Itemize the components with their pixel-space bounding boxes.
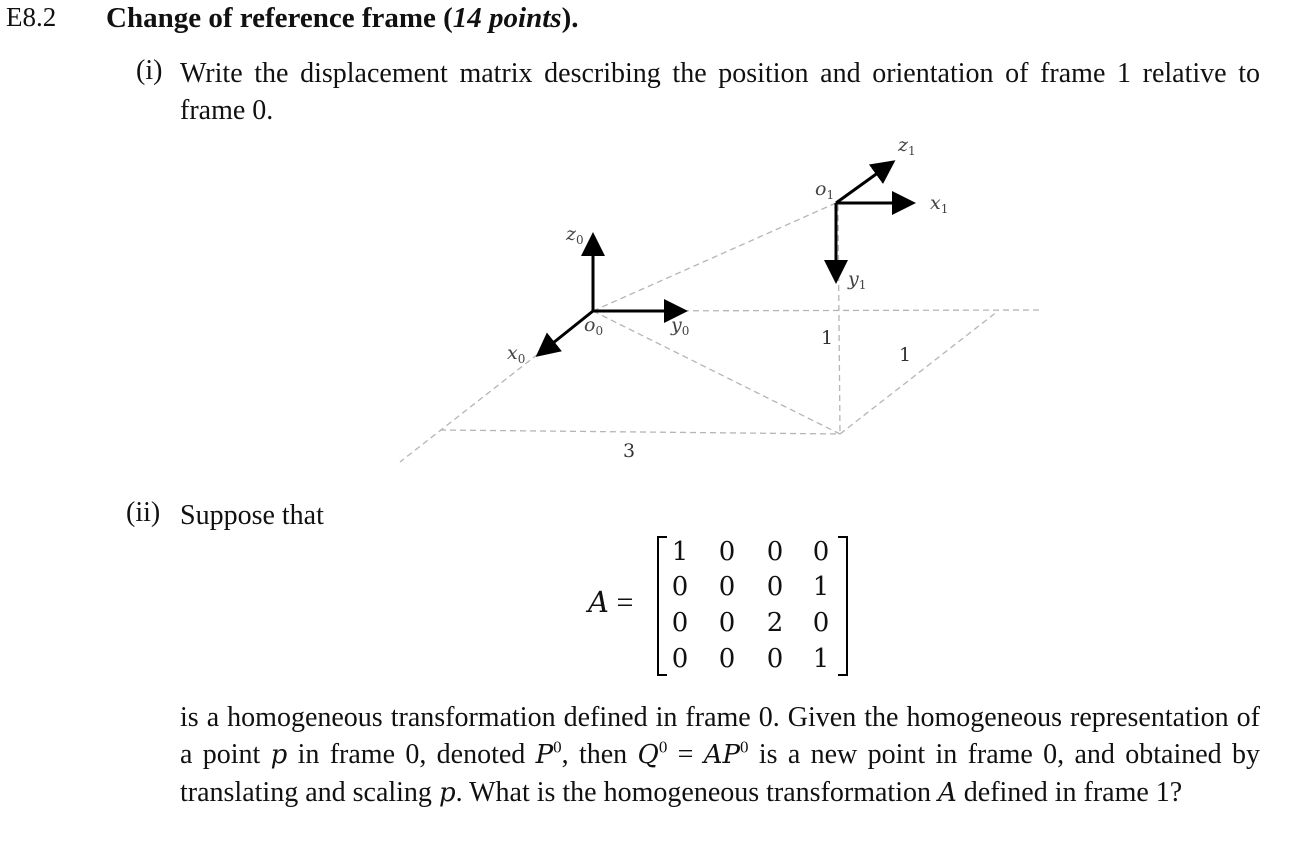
title-points: 14 points xyxy=(452,2,562,34)
part-ii-question: is a homogeneous transformation defined in frame 0. Given the homogeneous representation of a point p in frame 0, denoted $P^0$, then $Q^0 = AP^0$ is a new point in frame 0, and obtained by translating and scaling p. What is the homogeneous transformation A defined in frame 1? xyxy=(180,702,1260,808)
o0-label: $o_0$ xyxy=(584,314,604,338)
matrix-cell: 0 xyxy=(718,572,736,602)
exercise-number: E8.2 xyxy=(6,2,57,32)
z1-label: $z_1$ xyxy=(898,134,916,158)
x1-label: $x_1$ xyxy=(930,192,949,216)
matrix-cell: 0 xyxy=(812,608,830,638)
y0-label: $y_0$ xyxy=(671,314,690,338)
part-ii-intro: Suppose that xyxy=(180,500,324,531)
matrix-cell: 0 xyxy=(718,537,736,567)
matrix-name: A xyxy=(588,585,609,619)
z1-axis xyxy=(836,162,893,203)
matrix-cell: 0 xyxy=(671,608,689,638)
matrix-cell: 2 xyxy=(766,608,784,638)
x0-label: $x_0$ xyxy=(507,342,526,366)
matrix-cell: 0 xyxy=(766,572,784,602)
matrix-cell: 0 xyxy=(718,608,736,638)
dashed-construction-lines xyxy=(400,203,1040,462)
part-ii-label: (ii) xyxy=(126,497,161,528)
matrix-cell: 0 xyxy=(766,537,784,567)
z0-label: $z_0$ xyxy=(566,223,584,247)
dim-depth-label: 1 xyxy=(899,344,912,366)
matrix-lhs xyxy=(588,585,633,620)
dim-height-label: 1 xyxy=(821,327,834,349)
dim-length-label: 3 xyxy=(623,440,636,462)
matrix-cell: 0 xyxy=(766,644,784,674)
equals-sign: = xyxy=(616,586,634,619)
y1-label: $y_1$ xyxy=(848,268,867,292)
matrix-cell: 1 xyxy=(812,644,830,674)
matrix-cell: 1 xyxy=(671,537,689,567)
title-text: Change of reference frame ( xyxy=(106,2,453,34)
matrix-cell: 0 xyxy=(718,644,736,674)
matrix-cell: 0 xyxy=(671,644,689,674)
title-end: ). xyxy=(561,2,579,34)
o1-label: $o_1$ xyxy=(815,178,835,202)
part-i-label: (i) xyxy=(136,55,163,86)
part-i-text: Write the displacement matrix describing the position and orientation of frame 1 relative to frame 0. xyxy=(180,58,1260,126)
matrix-cell: 0 xyxy=(671,572,689,602)
matrix-cell: 0 xyxy=(812,537,830,567)
matrix-A xyxy=(665,537,845,677)
matrix-cell: 1 xyxy=(812,572,830,602)
